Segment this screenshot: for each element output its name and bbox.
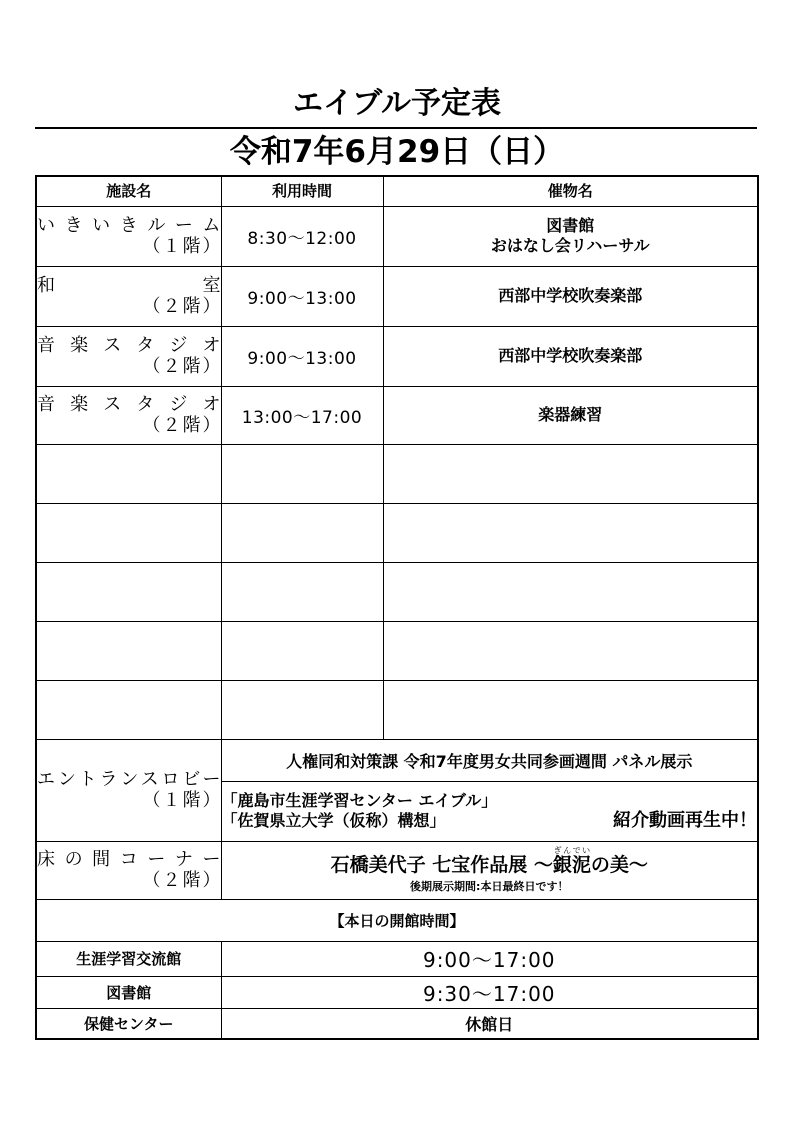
empty-cell [383,621,758,680]
hours-heading-row [36,899,758,941]
empty-cell [36,444,221,503]
empty-row [36,562,758,621]
lobby-video-cell [221,781,758,841]
empty-cell [383,562,758,621]
time-cell: 8:30～12:00 [221,206,383,266]
exhibit-title-suffix: の美～ [590,854,648,876]
facility-cell [36,266,221,326]
tokonoma-exhibit-cell [221,841,758,899]
hours-row [36,976,758,1008]
table-row [36,386,758,444]
event-cell [383,206,758,266]
facility-floor: （２階） [142,296,221,317]
hours-value: 9:00～17:00 [221,941,758,976]
video-note: 紹介動画再生中！ [613,810,757,831]
empty-cell [221,503,383,562]
time-cell: 13:00～17:00 [221,386,383,444]
table-row [36,326,758,386]
event-line: 西部中学校吹奏楽部 [498,346,643,365]
empty-cell [36,503,221,562]
page-title: エイブル予定表 [293,86,501,121]
exhibit-title-prefix: 石橋美代子 七宝作品展 ～ [330,854,553,876]
header-time: 利用時間 [221,176,383,206]
facility-floor: （２階） [142,870,221,891]
event-line: おはなし会リハーサル [490,236,650,255]
facility-name: エントランスロビー [37,769,221,790]
facility-name: 音楽スタジオ [37,335,221,356]
hours-facility: 保健センター [36,1008,221,1039]
facility-floor: （１階） [142,790,221,811]
header-event: 催物名 [383,176,758,206]
video-title-line: 「佐賀県立大学（仮称）構想」 [221,811,446,830]
title-underline [35,127,757,129]
header-facility: 施設名 [36,176,221,206]
hours-value: 休館日 [221,1008,758,1039]
empty-row [36,621,758,680]
lobby-exhibit: 人権同和対策課 令和7年度男女共同参画週間 パネル展示 [221,739,758,781]
empty-row [36,444,758,503]
event-cell [383,266,758,326]
empty-cell [36,621,221,680]
facility-floor: （１階） [142,236,221,257]
facility-cell [36,326,221,386]
hours-heading: 【本日の開館時間】 [36,899,758,941]
table-row [36,266,758,326]
video-title-line: 「鹿島市生涯学習センター エイブル」 [221,791,498,810]
exhibit-note: 後期展示期間:本日最終日です！ [410,880,569,893]
facility-name: 和室 [37,275,221,296]
empty-cell [221,680,383,739]
event-cell [383,386,758,444]
ruby-reading: ぎんでい [552,846,591,855]
empty-cell [383,503,758,562]
empty-cell [36,680,221,739]
schedule-date: 令和7年6月29日（日） [229,134,565,170]
tokonoma-facility-cell [36,841,221,899]
lobby-row [36,739,758,781]
facility-floor: （２階） [142,356,221,377]
exhibit-title [222,846,758,880]
hours-row [36,1008,758,1039]
facility-floor: （２階） [142,415,221,436]
facility-cell [36,386,221,444]
exhibit-ruby [552,846,591,876]
hours-facility: 生涯学習交流館 [36,941,221,976]
facility-cell [36,206,221,266]
facility-name: 床の間コーナー [37,849,221,870]
empty-cell [221,621,383,680]
table-header-row [36,176,758,206]
empty-row [36,680,758,739]
hours-facility: 図書館 [36,976,221,1008]
table-row [36,206,758,266]
ruby-base: 銀泥 [552,854,591,876]
empty-cell [383,680,758,739]
event-line: 西部中学校吹奏楽部 [498,286,643,305]
lobby-facility-cell [36,739,221,841]
event-cell [383,326,758,386]
hours-row [36,941,758,976]
empty-cell [383,444,758,503]
tokonoma-row [36,841,758,899]
facility-name: いきいきルーム [37,215,221,236]
facility-name: 音楽スタジオ [37,394,221,415]
empty-row [36,503,758,562]
empty-cell [221,444,383,503]
empty-cell [36,562,221,621]
event-line: 図書館 [546,216,595,235]
schedule-table [35,175,759,1040]
time-cell: 9:00～13:00 [221,266,383,326]
empty-cell [221,562,383,621]
hours-value: 9:30～17:00 [221,976,758,1008]
event-line: 楽器練習 [538,405,603,424]
time-cell: 9:00～13:00 [221,326,383,386]
